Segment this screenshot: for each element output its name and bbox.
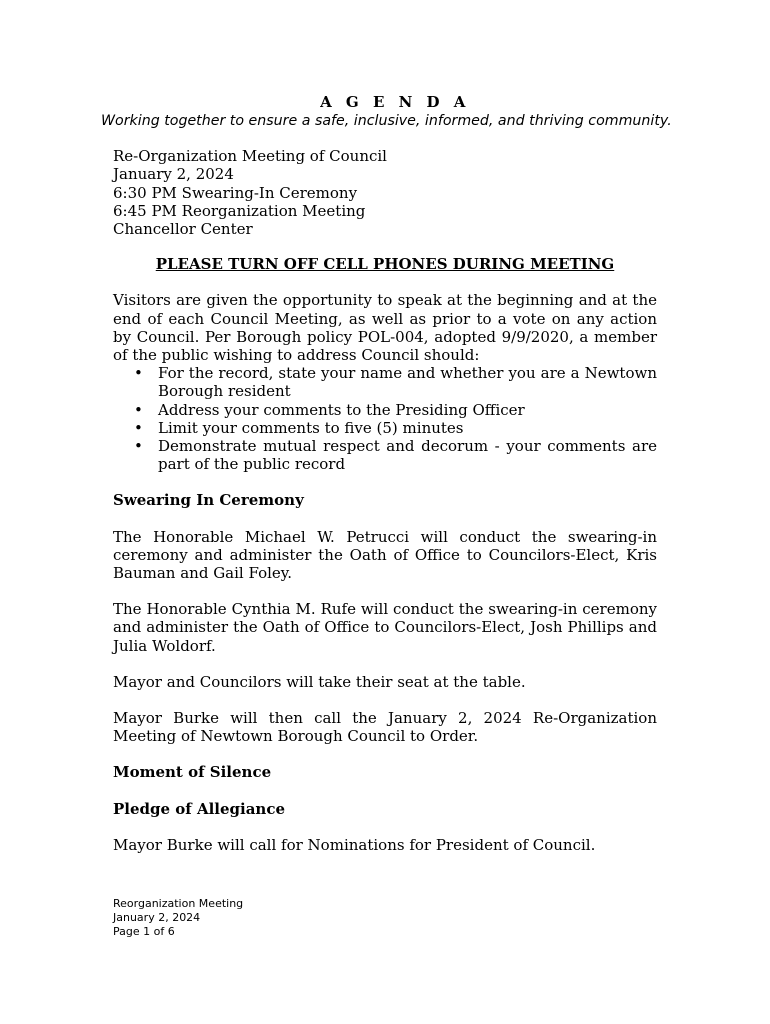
list-item: • Demonstrate mutual respect and decorum - your comments are part of the public record	[158, 437, 657, 473]
meeting-date: January 2, 2024	[113, 165, 234, 184]
footer-date: January 2, 2024	[113, 910, 201, 924]
swearing-in-heading: Swearing In Ceremony	[113, 491, 304, 510]
list-item: • Limit your comments to five (5) minutes	[158, 419, 657, 437]
meeting-name: Re-Organization Meeting of Council	[113, 147, 387, 166]
meeting-time-reorganization: 6:45 PM Reorganization Meeting	[113, 201, 366, 220]
list-item: • For the record, state your name and whether you are a Newtown Borough resident	[158, 364, 657, 400]
footer-meeting-name: Reorganization Meeting	[113, 897, 244, 910]
footer-page-number: Page 1 of 6	[113, 924, 175, 938]
seating-paragraph: Mayor and Councilors will take their seat at the table.	[113, 672, 526, 691]
list-item: • Address your comments to the Presiding Officer	[158, 401, 657, 419]
agenda-content	[101, 93, 672, 854]
page-footer	[113, 897, 243, 938]
meeting-details	[113, 147, 657, 238]
pledge-heading: Pledge of Allegiance	[113, 799, 286, 818]
nominations-paragraph: Mayor Burke will call for Nominations for President of Council.	[113, 835, 596, 854]
call-to-order-paragraph: Mayor Burke will then call the January 2, 2024 Re-Organization Meeting of Newtown Borough Council to Order.	[113, 709, 657, 746]
swearing-in-paragraph-1: The Honorable Michael W. Petrucci will conduct the swearing-in ceremony and administer the Oath of Office to Councilors-Elect, Kris Bauman and Gail Foley.	[113, 527, 657, 583]
swearing-in-paragraph-2: The Honorable Cynthia M. Rufe will conduct the swearing-in ceremony and administer the Oath of Office to Councilors-Elect, Josh Phillips and Julia Woldorf.	[113, 600, 657, 655]
visitor-rules-list	[113, 364, 657, 473]
moment-of-silence-heading: Moment of Silence	[113, 763, 272, 782]
meeting-location: Chancellor Center	[113, 220, 253, 239]
agenda-tagline: Working together to ensure a safe, inclusive, informed, and thriving community.	[101, 113, 672, 130]
cell-phone-notice: PLEASE TURN OFF CELL PHONES DURING MEETING	[155, 255, 615, 274]
visitors-intro: Visitors are given the opportunity to speak at the beginning and at the end of each Council Meeting, as well as prior to a vote on any action by Council. Per Borough policy POL-004, adopted 9/9/2020, a member of the public wishing to address Council should:	[113, 291, 657, 365]
meeting-time-swearing: 6:30 PM Swearing-In Ceremony	[113, 183, 358, 202]
agenda-title: A G E N D A	[320, 93, 470, 111]
